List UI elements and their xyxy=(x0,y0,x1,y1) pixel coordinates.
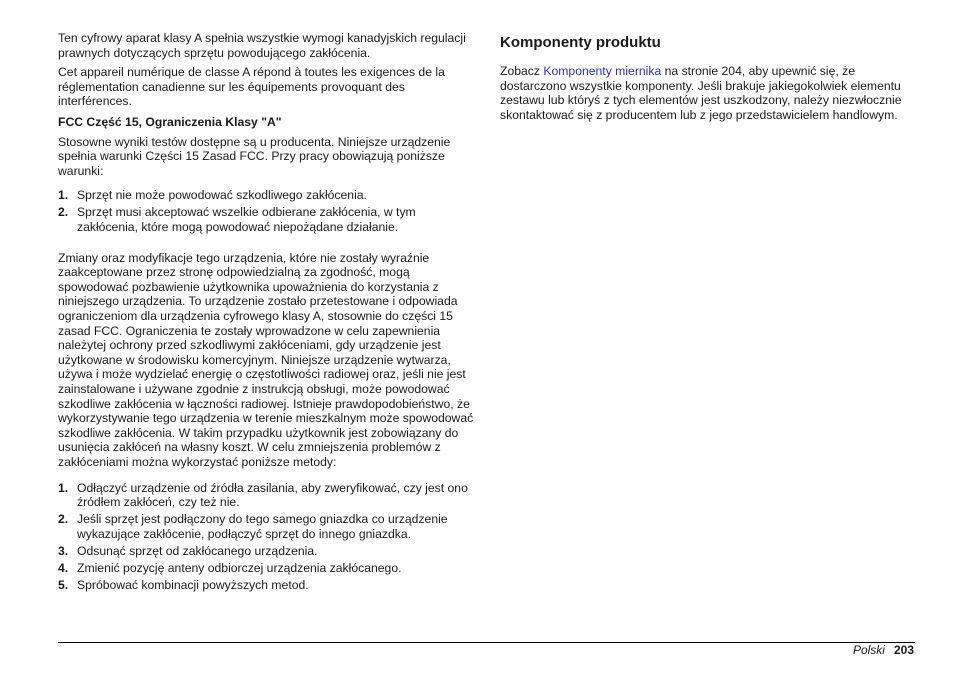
list-item-text: Sprzęt nie może powodować szkodliwego zakłócenia. xyxy=(77,188,367,203)
page-number: 203 xyxy=(893,643,914,657)
paragraph-text-after: na stronie 204, aby upewnić się, że dostarczono wszystkie komponenty. Jeśli brakuje jakiegokolwiek elementu zestawu lub któryś z tych elementów jest uszkodzony, należy niezwłocznie skontaktować się z producentem lub z jego przedstawicielem handlowym. xyxy=(500,64,902,122)
canada-compliance-paragraph-fr: Cet appareil numérique de classe A répond à toutes les exigences de la réglementation canadienne sur les équipements provoquant des interférences. xyxy=(58,65,445,109)
right-column xyxy=(500,31,920,122)
list-item-number: 1. xyxy=(58,480,69,495)
list-item xyxy=(58,544,478,559)
fcc-subheading: FCC Część 15, Ograniczenia Klasy "A" xyxy=(58,114,282,129)
list-item xyxy=(58,205,478,234)
list-item xyxy=(58,561,478,576)
list-item xyxy=(58,578,478,593)
section-heading: Komponenty produktu xyxy=(500,34,661,51)
fcc-conditions-list xyxy=(58,188,478,234)
list-item-number: 4. xyxy=(58,561,69,575)
list-item-text: Spróbować kombinacji powyższych metod. xyxy=(77,578,309,593)
page-footer xyxy=(853,643,914,657)
list-item-number: 2. xyxy=(58,512,69,527)
list-item-text: Zmienić pozycję anteny odbiorczej urządzenia zakłócanego. xyxy=(77,561,402,575)
list-item-text: Sprzęt musi akceptować wszelkie odbierane zakłócenia, w tym zakłócenia, które mogą powodować niepożądane działanie. xyxy=(77,205,416,235)
components-cross-reference-link[interactable]: Komponenty miernika xyxy=(543,64,662,78)
list-item-text: Odłączyć urządzenie od źródła zasilania, aby zweryfikować, czy jest ono źródłem zakłóceń, czy też nie. xyxy=(77,480,468,510)
list-item-number: 3. xyxy=(58,543,69,558)
paragraph-text-before: Zobacz xyxy=(500,64,544,78)
list-item-text: Odsunąć sprzęt od zakłócanego urządzenia. xyxy=(77,543,318,558)
list-item xyxy=(58,188,478,203)
components-paragraph xyxy=(500,64,920,122)
footer-divider xyxy=(58,642,915,643)
left-column xyxy=(58,31,478,595)
list-item-text: Jeśli sprzęt jest podłączony do tego samego gniazdka co urządzenie wykazujące zakłócenie, podłączyć sprzęt do innego gniazdka. xyxy=(77,512,448,541)
list-item-number: 1. xyxy=(58,188,69,203)
fcc-details-paragraph: Zmiany oraz modyfikacje tego urządzenia, które nie zostały wyraźnie zaakceptowane przez stronę odpowiedzialną za zgodność, mogą spowodować pozbawienie użytkownika upoważnienia do korzystania z niniejszego urządzenia. To urządzenie zostało przetestowane i odpowiada ograniczeniom dla urządzenia cyfrowego klasy A, stosownie do części 15 zasad FCC. Ograniczenia te zostały wprowadzone w celu zapewnienia należytej ochrony przed szkodliwymi zakłóceniami, gdy urządzenie jest użytkowane w środowisku komercyjnym. Niniejsze urządzenie wytwarza, używa i może wydzielać energię o częstotliwości radiowej oraz, jeśli nie jest zainstalowane i używane zgodnie z instrukcją obsługi, może powodować szkodliwe zakłócenia w łączności radiowej. Istnieje prawdopodobieństwo, że wykorzystywanie tego urządzenia w terenie mieszkalnym może spowodować szkodliwe zakłócenia. W takim przypadku użytkownik jest zobowiązany do usunięcia zakłóceń na własny koszt. W celu zmniejszenia problemów z zakłóceniami można wykorzystać poniższe metody: xyxy=(58,250,474,469)
interference-methods-list xyxy=(58,481,478,593)
list-item xyxy=(58,481,478,510)
fcc-intro-paragraph: Stosowne wyniki testów dostępne są u producenta. Niniejsze urządzenie spełnia warunki Części 15 Zasad FCC. Przy pracy obowiązują poniższe warunki: xyxy=(58,134,451,178)
list-item-number: 2. xyxy=(58,205,69,220)
canada-compliance-paragraph-pl: Ten cyfrowy aparat klasy A spełnia wszystkie wymogi kanadyjskich regulacji prawnych dotyczących sprzętu powodującego zakłócenia. xyxy=(58,31,466,60)
footer-language: Polski xyxy=(852,643,885,657)
list-item-number: 5. xyxy=(58,578,69,593)
list-item xyxy=(58,512,478,541)
